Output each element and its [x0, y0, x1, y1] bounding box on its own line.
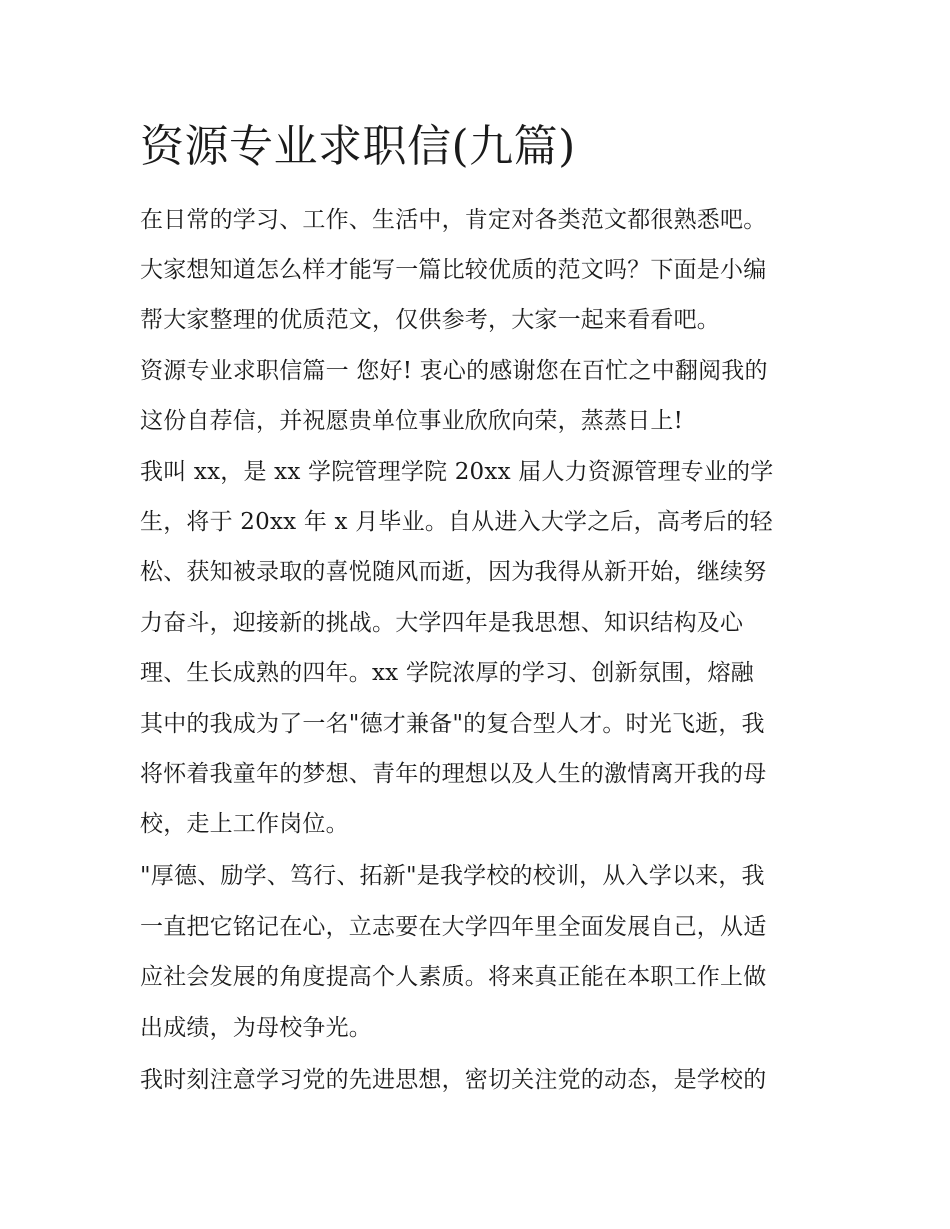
body-line-2: 大家想知道怎么样才能写一篇比较优质的范文吗？下面是小编: [140, 257, 767, 283]
body-line-12: 将怀着我童年的梦想、青年的理想以及人生的激情离开我的母: [140, 761, 767, 787]
body-line-7: 生，将于 20xx 年 x 月毕业。自从进入大学之后，高考后的轻: [140, 509, 773, 535]
body-line-1: 在日常的学习、工作、生活中，肯定对各类范文都很熟悉吧。: [140, 207, 767, 233]
body-line-5: 这份自荐信，并祝愿贵单位事业欣欣向荣，蒸蒸日上!: [140, 408, 684, 434]
body-line-9: 力奋斗，迎接新的挑战。大学四年是我思想、知识结构及心: [140, 610, 744, 636]
body-line-17: 出成绩，为母校争光。: [140, 1015, 372, 1041]
body-line-3: 帮大家整理的优质范文，仅供参考，大家一起来看看吧。: [140, 307, 720, 333]
body-line-18: 我时刻注意学习党的先进思想，密切关注党的动态，是学校的: [140, 1067, 767, 1093]
body-line-10: 理、生长成熟的四年。xx 学院浓厚的学习、创新氛围，熔融: [140, 660, 754, 686]
body-line-6: 我叫 xx，是 xx 学院管理学院 20xx 届人力资源管理专业的学: [140, 459, 774, 485]
body-line-13: 校，走上工作岗位。: [140, 811, 349, 837]
body-line-14: "厚德、励学、笃行、拓新"是我学校的校训，从入学以来，我: [140, 863, 765, 889]
body-line-11: 其中的我成为了一名"德才兼备"的复合型人才。时光飞逝，我: [140, 711, 765, 737]
body-line-8: 松、获知被录取的喜悦随风而逝，因为我得从新开始，继续努: [140, 559, 767, 585]
body-line-15: 一直把它铭记在心，立志要在大学四年里全面发展自己，从适: [140, 914, 767, 940]
body-line-16: 应社会发展的角度提高个人素质。将来真正能在本职工作上做: [140, 964, 767, 990]
body-line-4: 资源专业求职信篇一 您好! 衷心的感谢您在百忙之中翻阅我的: [140, 358, 768, 384]
document-title: 资源专业求职信(九篇): [140, 121, 576, 172]
